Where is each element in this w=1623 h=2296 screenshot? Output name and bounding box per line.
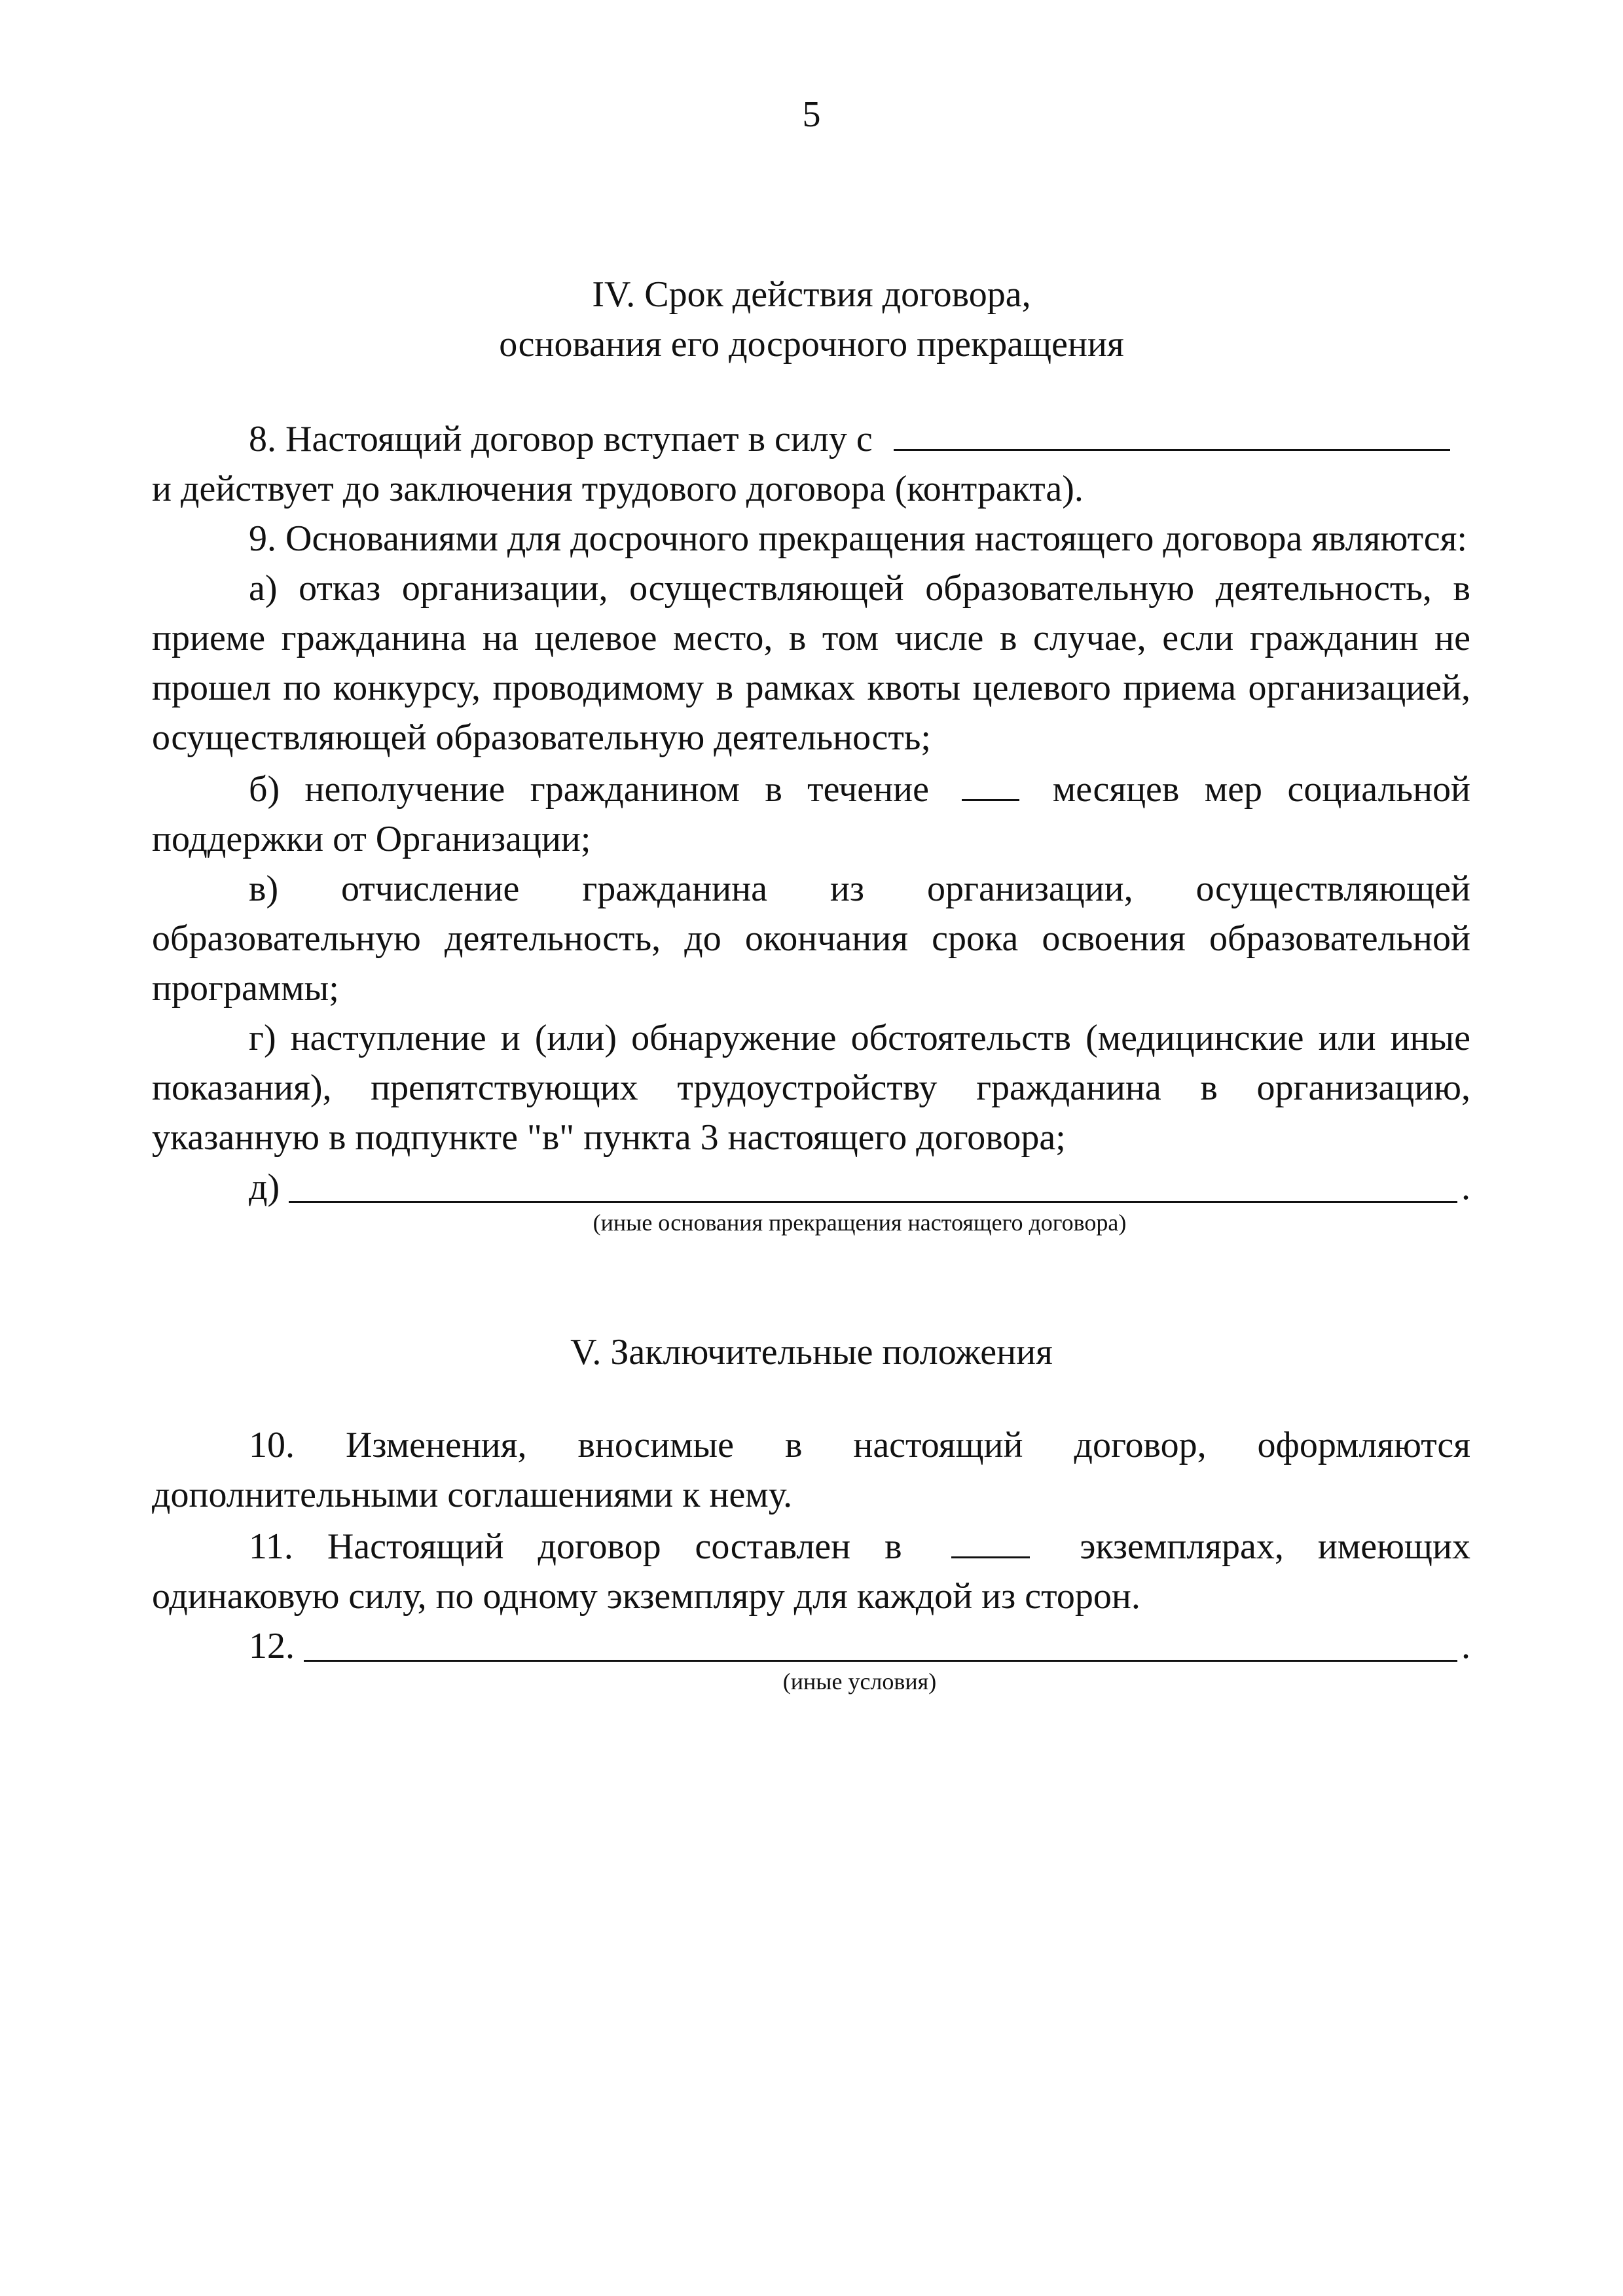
- section-4-body: [152, 412, 1470, 1237]
- other-grounds-hint: (иные основания прекращения настоящего договора): [593, 1210, 1127, 1236]
- section-4-heading: [0, 270, 1623, 369]
- clause-9-item-a: а) отказ организации, осуществляющей образовательную деятельность, в приеме гражданина на целевое место, в том числе в случае, если гражданин не прошел по конкурсу, проводимому в рамках квоты целевого приема организацией, осуществляющей образовательную деятельность;: [152, 568, 1470, 758]
- clause-10: 10. Изменения, вносимые в настоящий договор, оформляются дополнительными соглашениями к нему.: [152, 1425, 1470, 1515]
- clause-9-item-d: [152, 1162, 1470, 1212]
- clause-12-end: .: [1461, 1626, 1470, 1666]
- other-conditions-blank[interactable]: [304, 1622, 1457, 1662]
- other-grounds-blank[interactable]: [289, 1163, 1457, 1203]
- clause-9: 9. Основаниями для досрочного прекращения настоящего договора являются:: [249, 518, 1467, 559]
- clause-8-continuation: и действует до заключения трудового договора (контракта).: [152, 469, 1084, 509]
- clause-12: [152, 1621, 1470, 1671]
- section-4-title-line-1: IV. Срок действия договора,: [592, 274, 1031, 315]
- section-4-title-line-2: основания его досрочного прекращения: [499, 324, 1124, 365]
- clause-9-item-b-end: месяцев мер социальной поддержки от Организации;: [152, 769, 1471, 859]
- clause-8: [152, 412, 1470, 464]
- section-5-body: [152, 1420, 1470, 1696]
- copies-blank[interactable]: [951, 1520, 1030, 1558]
- clause-12-label: 12.: [249, 1626, 295, 1666]
- clause-11: [152, 1520, 1470, 1621]
- clause-9-item-g: г) наступление и (или) обнаружение обстоятельств (медицинские или иные показания), препятствующих трудоустройству гражданина в организацию, указанную в подпункте "в" пункта 3 настоящего договора;: [152, 1018, 1470, 1158]
- clause-9-item-b: [152, 762, 1470, 864]
- clause-11-start: 11. Настоящий договор составлен в: [249, 1526, 902, 1567]
- clause-9-item-b-start: б) неполучение гражданином в течение: [249, 769, 929, 810]
- clause-9-item-d-end: .: [1461, 1167, 1470, 1208]
- clause-9-item-d-label: д): [249, 1167, 280, 1208]
- section-5-heading: V. Заключительные положения: [570, 1332, 1053, 1372]
- months-blank[interactable]: [962, 762, 1019, 801]
- other-conditions-hint: (иные условия): [782, 1668, 937, 1695]
- clause-11-end: экземплярах, имеющих одинаковую силу, по одному экземпляру для каждой из сторон.: [152, 1526, 1471, 1617]
- clause-8-date-blank[interactable]: [894, 412, 1450, 451]
- clause-9-item-v: в) отчисление гражданина из организации, осуществляющей образовательную деятельность, до окончания срока освоения образовательной программы;: [152, 869, 1470, 1009]
- page-number: 5: [802, 94, 821, 135]
- clause-8-text: 8. Настоящий договор вступает в силу с: [249, 419, 873, 459]
